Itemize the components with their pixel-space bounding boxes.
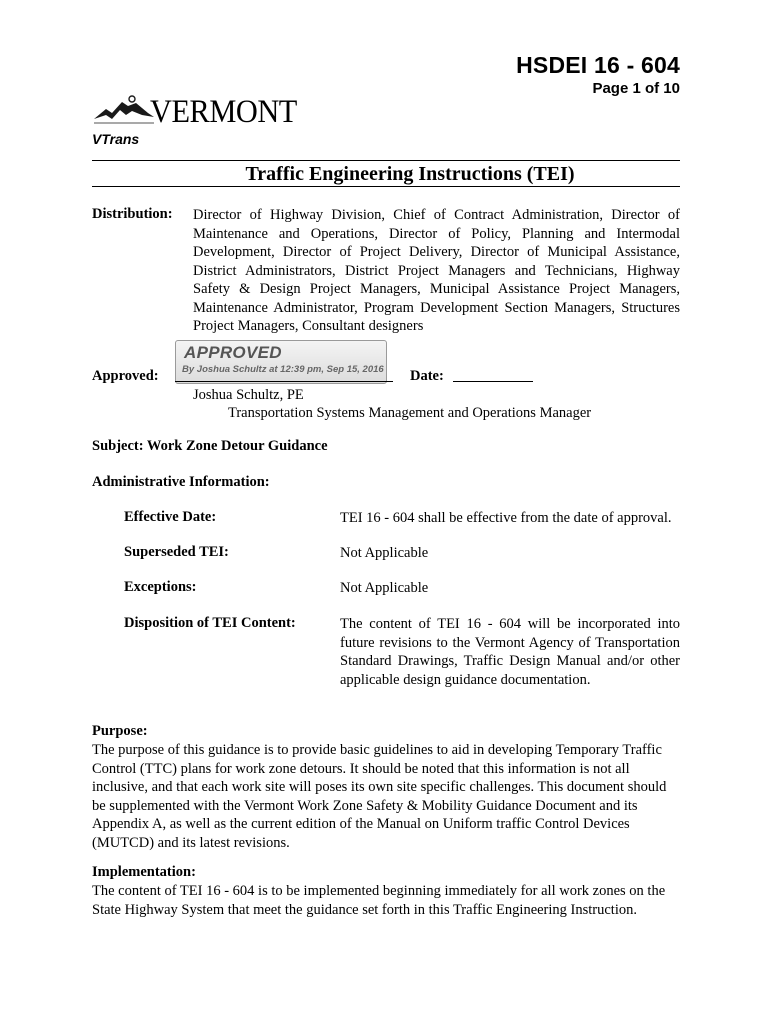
subject-heading: Subject: Work Zone Detour Guidance: [92, 438, 328, 454]
purpose-text: The purpose of this guidance is to provide basic guidelines to aid in developing Temporary Traffic Control (TTC) plans for work zone detours. It should be noted that this information is not all inclusive, and that each work site will poses its own site specific challenges. This document should be supplemented with the Vermont Work Zone Safety & Mobility Guidance Document and its Appendix A, as well as the current edition of the Manual on Uniform traffic Control Devices (MUTCD) and its latest revisions.: [92, 742, 667, 851]
signer-title: Transportation Systems Management and Operations Manager: [228, 405, 592, 421]
distribution-text: Director of Highway Division, Chief of Contract Administration, Director of Maintenance and Operations, Director of Policy, Planning and Intermodal Development, Director of Project Delivery, Director of Municipal Assistance, District Administrators, District Project Managers and Technicians, Highway Safety & Design Project Managers, Municipal Assistance Project Managers, Maintenance Administrator, Program Development Section Managers, Structures Project Managers, Consultant designers: [193, 207, 680, 334]
distribution-label: Distribution:: [92, 206, 173, 222]
stamp-detail: By Joshua Schultz at 12:39 pm, Sep 15, 2016: [182, 364, 384, 375]
purpose-heading: Purpose:: [92, 723, 148, 739]
exceptions-label: Exceptions:: [124, 579, 197, 595]
admin-heading: Administrative Information:: [92, 474, 270, 490]
title-bottom-rule: [92, 186, 680, 187]
disposition-value: The content of TEI 16 - 604 will be incorporated into future revisions to the Vermont Agency of Transportation Standard Drawings, Traffic Design Manual and/or other applicable design guidance documentation.: [340, 616, 680, 688]
signature-line: [175, 381, 393, 382]
title-top-rule: [92, 160, 680, 161]
document-id: HSDEI 16 - 604: [516, 52, 680, 78]
date-label: Date:: [410, 368, 444, 384]
logo-wordmark: VERMONT: [150, 94, 297, 130]
vermont-logo-mark-icon: [92, 93, 156, 129]
approval-stamp: [175, 340, 387, 384]
superseded-tei-value: Not Applicable: [340, 545, 429, 561]
superseded-tei-label: Superseded TEI:: [124, 544, 229, 560]
page-number: Page 1 of 10: [592, 80, 680, 97]
signer-name: Joshua Schultz, PE: [193, 387, 304, 403]
effective-date-value: TEI 16 - 604 shall be effective from the date of approval.: [340, 510, 672, 526]
implementation-text: The content of TEI 16 - 604 is to be implemented beginning immediately for all work zones on the State Highway System that meet the guidance set forth in this Traffic Engineering Instruction.: [92, 883, 666, 918]
effective-date-label: Effective Date:: [124, 509, 217, 525]
disposition-label: Disposition of TEI Content:: [124, 615, 296, 631]
approved-label: Approved:: [92, 368, 159, 384]
agency-name: VTrans: [92, 131, 140, 147]
exceptions-value: Not Applicable: [340, 580, 429, 596]
stamp-title: APPROVED: [184, 343, 282, 362]
date-blank-line: [453, 381, 533, 382]
implementation-heading: Implementation:: [92, 864, 196, 880]
document-title: Traffic Engineering Instructions (TEI): [245, 163, 575, 185]
